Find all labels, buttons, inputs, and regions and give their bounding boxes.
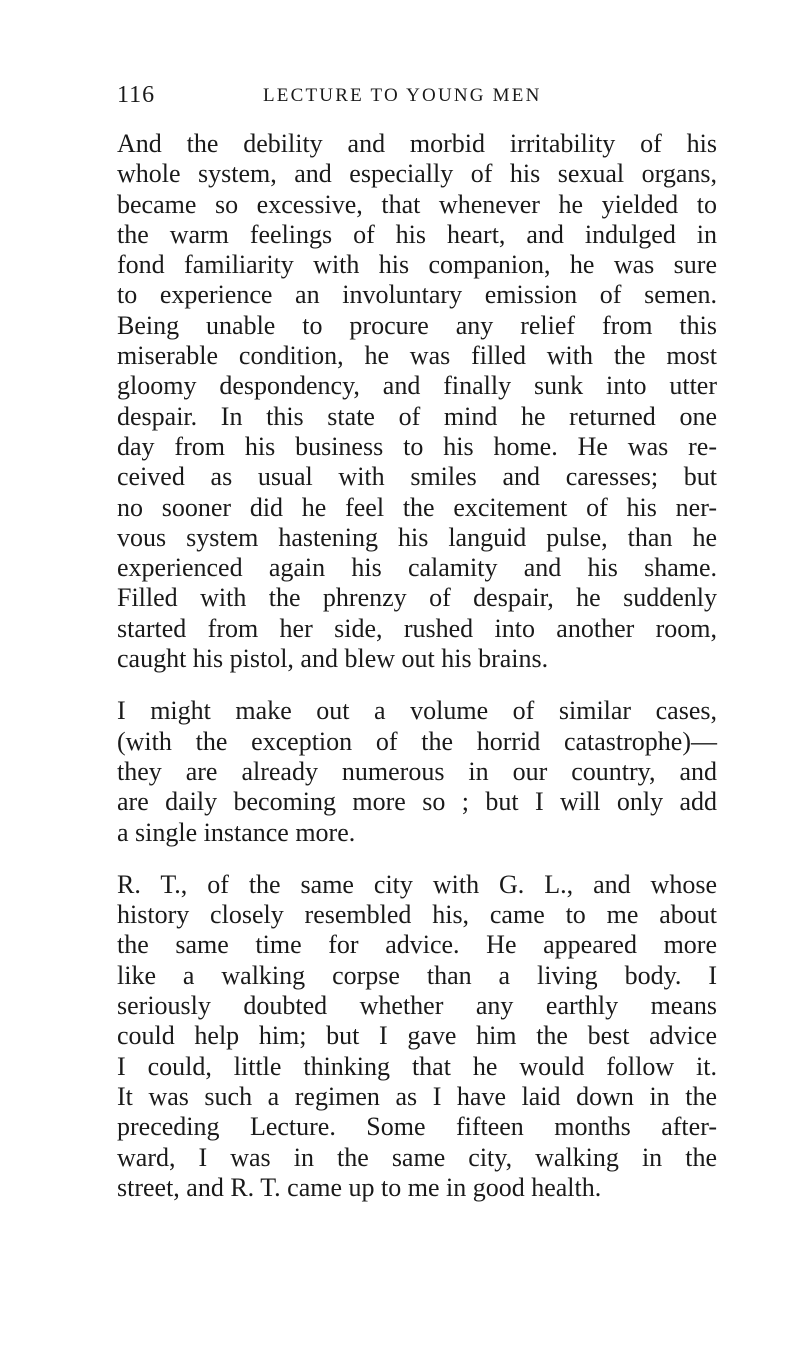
text-line: ward, I was in the same city, walking in the (117, 1142, 717, 1172)
page-number: 116 (117, 82, 156, 108)
text-line: experienced again his calamity and his shame. (117, 553, 717, 583)
text-line: no sooner did he feel the excitement of his ner- (117, 492, 717, 522)
page-header (117, 82, 717, 116)
text-line: history closely resembled his, came to me about (117, 900, 717, 930)
text-line: It was such a regimen as I have laid down in the (117, 1081, 717, 1111)
body-text (117, 129, 717, 1203)
running-head: LECTURE TO YOUNG MEN (263, 85, 542, 106)
text-line: preceding Lecture. Some fifteen months after- (117, 1112, 717, 1142)
text-line: day from his business to his home. He was re- (117, 431, 717, 461)
text-line: are daily becoming more so ; but I will only add (117, 787, 717, 817)
text-line: gloomy despondency, and finally sunk into utter (117, 371, 717, 401)
text-line: fond familiarity with his companion, he was sure (117, 250, 717, 280)
text-line: Filled with the phrenzy of despair, he suddenly (117, 583, 717, 613)
text-line: Being unable to procure any relief from this (117, 310, 717, 340)
text-line: caught his pistol, and blew out his brains. (117, 644, 549, 674)
text-line: like a walking corpse than a living body. I (117, 960, 717, 990)
text-line: ceived as usual with smiles and caresses; but (117, 462, 717, 492)
text-line: miserable condition, he was filled with the most (117, 341, 717, 371)
paragraph (117, 696, 717, 847)
text-line: And the debility and morbid irritability of his (117, 129, 717, 158)
paragraph (117, 870, 717, 1203)
text-line: they are already numerous in our country, and (117, 756, 717, 786)
text-line: (with the exception of the horrid catastrophe)— (117, 726, 717, 756)
text-line: whole system, and especially of his sexual organs, (117, 159, 717, 189)
text-line: R. T., of the same city with G. L., and whose (117, 869, 717, 899)
text-line: could help him; but I gave him the best advice (117, 1021, 717, 1051)
text-line: vous system hastening his languid pulse, than he (117, 522, 717, 552)
text-line: the same time for advice. He appeared more (117, 930, 717, 960)
text-line: to experience an involuntary emission of semen. (117, 280, 717, 310)
text-line: I could, little thinking that he would follow it. (117, 1051, 717, 1081)
text-line: despair. In this state of mind he returned one (117, 401, 717, 431)
text-line: the warm feelings of his heart, and indulged in (117, 219, 717, 249)
paragraph (117, 129, 717, 674)
text-line: I might make out a volume of similar cases, (117, 696, 717, 726)
text-line: became so excessive, that whenever he yielded to (117, 189, 717, 219)
text-line: a single instance more. (117, 817, 356, 847)
text-line: street, and R. T. came up to me in good health. (117, 1172, 602, 1202)
text-line: seriously doubted whether any earthly means (117, 991, 717, 1021)
text-line: started from her side, rushed into another room, (117, 613, 717, 643)
